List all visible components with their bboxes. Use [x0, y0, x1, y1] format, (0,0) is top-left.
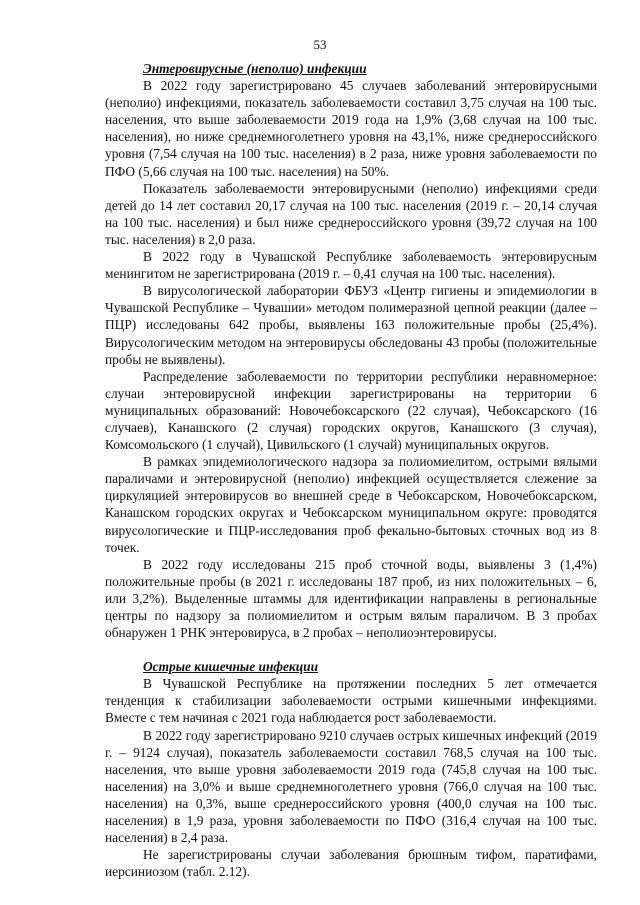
paragraph: В рамках эпидемиологического надзора за полиомиелитом, острыми вялыми параличами и энтеровирусной (неполио) инфекцией осуществляется слежение за циркуляцией энтеровирусов во внешней среде в Чебоксарском, Новочебоксарском, Канашском городских округах и Чебоксарском муниципальном округе: проводятся вирусологические и ПЦР-исследования проб фекально-бытовых сточных вод из 8 точек. [105, 454, 597, 555]
paragraph: В 2022 году зарегистрировано 45 случаев заболеваний энтеровирусными (неполио) инфекциями, показатель заболеваемости составил 3,75 случая на 100 тыс. населения, что выше заболеваемости 2019 года на 1,9% (3,68 случая на 100 тыс. населения), но ниже среднемноголетнего уровня на 43,1%, ниже среднероссийского уровня (7,54 случая на 100 тыс. населения) в 2 раза, ниже уровня заболеваемости по ПФО (5,66 случая на 100 тыс. населения) на 50%. [105, 78, 597, 179]
section-enterovirus [105, 60, 597, 641]
paragraph: В 2022 году исследованы 215 проб сточной воды, выявлены 3 (1,4%) положительные пробы (в 2021 г. исследованы 187 проб, из них положительных – 6, или 3,2%). Выделенные штаммы для идентификации направлены в региональные центры по надзору за полиомиелитом и острым вялым параличом. В 3 пробах обнаружен 1 РНК энтеровируса, в 2 пробах – неполиоэнтеровирусы. [105, 556, 597, 641]
section-heading: Острые кишечные инфекции [143, 659, 319, 675]
paragraph: В 2022 году зарегистрировано 9210 случаев острых кишечных инфекций (2019 г. – 9124 случая), показатель заболеваемости составил 768,5 случая на 100 тыс. населения, что выше уровня заболеваемости 2019 года (745,8 случая на 100 тыс. населения) на 3,0% и выше среднемноголетнего уровня (766,0 случая на 100 тыс. населения) на 0,3%, выше среднероссийского уровня (400,0 случая на 100 тыс. населения) в 1,9 раза, уровня заболеваемости по ПФО (316,4 случая на 100 тыс. населения) в 2,4 раза. [105, 727, 597, 846]
section-heading: Энтеровирусные (неполио) инфекции [143, 61, 367, 76]
paragraph: Распределение заболеваемости по территории республики неравномерное: случаи энтеровирусной инфекции зарегистрированы на территории 6 муниципальных образований: Новочебоксарского (22 случая), Чебоксарского (16 случаев), Канашского (2 случая) городских округов, Канашского (3 случая), Комсомольского (1 случай), Цивильского (1 случай) муниципальных округов. [105, 368, 597, 453]
page-number: 53 [313, 37, 327, 52]
paragraph: В Чувашской Республике на протяжении последних 5 лет отмечается тенденция к стабилизации заболеваемости острыми кишечными инфекциями. Вместе с тем начиная с 2021 года наблюдается рост заболеваемости. [105, 676, 597, 726]
paragraph: Показатель заболеваемости энтеровирусными (неполио) инфекциями среди детей до 14 лет составил 20,17 случая на 100 тыс. населения (2019 г. – 20,14 случая на 100 тыс. населения) и был ниже среднероссийского уровня (39,72 случая на 100 тыс. населения) в 2,0 раза. [105, 180, 597, 247]
section-spacer [105, 641, 597, 658]
section-intestinal-infections [105, 658, 597, 880]
paragraph: В вирусологической лаборатории ФБУЗ «Центр гигиены и эпидемиологии в Чувашской Республике – Чувашии» методом полимеразной цепной реакции (далее – ПЦР) исследованы 642 пробы, выявлены 163 положительные пробы (25,4%). Вирусологическим методом на энтеровирусы обследованы 43 пробы (положительные пробы не выявлены). [105, 283, 597, 367]
paragraph: Не зарегистрированы случаи заболевания брюшным тифом, паратифами, иерсиниозом (табл. 2.12). [105, 847, 597, 880]
document-body [105, 60, 597, 880]
paragraph: В 2022 году в Чувашской Республике заболеваемость энтеровирусным менингитом не зарегистрирована (2019 г. – 0,41 случая на 100 тыс. населения). [105, 249, 597, 282]
